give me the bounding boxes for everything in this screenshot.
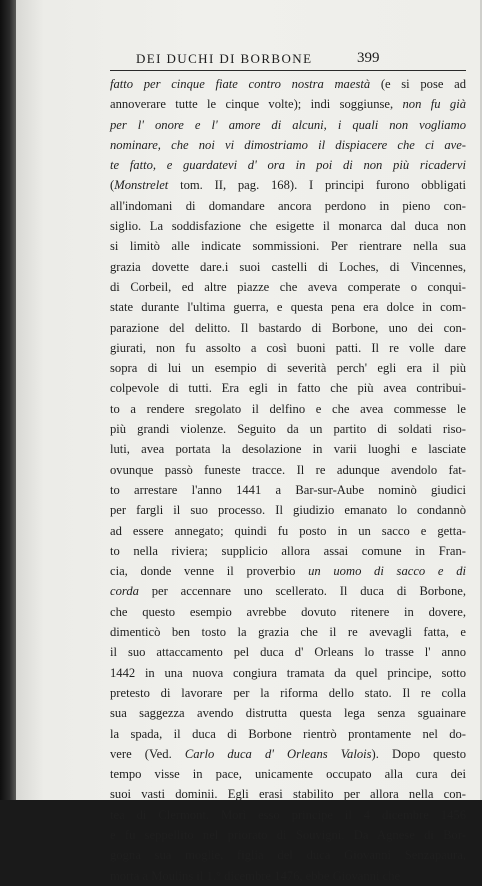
text-line — [110, 602, 466, 622]
text-line — [110, 521, 466, 541]
text-segment: ovunque passò funeste tracce. Il re adunque avendolo fat- — [110, 462, 466, 477]
text-line — [110, 845, 466, 865]
text-segment: grazia dovette dare.i suoi castelli di Loches, di Vincennes, — [110, 259, 466, 274]
text-line — [110, 196, 466, 216]
text-line — [110, 703, 466, 723]
text-segment: tea di Clermont. Morì esso principe il 4 dicembre 1456 — [110, 807, 466, 822]
text-segment: morta a Moulins il 1.° dicembre 1476, ebbe Giovanni che — [110, 868, 401, 883]
text-segment: per fargli il suo processo. Il giudizio emanato lo condannò — [110, 503, 466, 518]
text-line — [110, 460, 466, 480]
text-segment: ( — [110, 178, 115, 193]
text-segment: più grandi violenze. Seguito da un partito di soldati riso- — [110, 422, 466, 437]
book-page — [16, 0, 482, 883]
text-line — [110, 764, 466, 784]
text-segment: tempo visse in pace, unicamente occupato alla cura dei — [110, 767, 466, 782]
italic-text: per l' onore e l' amore di alcuni, i quali non vogliamo — [110, 117, 466, 132]
text-segment: che questo esempio avrebbe dovuto ritenere in dovere, — [110, 604, 466, 619]
text-segment: all'indomani di domandare ancora perdono in pieno con- — [110, 198, 466, 213]
text-segment: pretesto di lavorare per la riforma dello stato. Il re colla — [110, 685, 466, 700]
text-line — [110, 500, 466, 520]
text-segment: cia, donde venne il proverbio — [110, 564, 309, 579]
text-segment: colpevole di tutti. Era egli in fatto che più avea contribui- — [110, 381, 466, 396]
italic-text: Monstrelet — [114, 178, 169, 193]
page-number: 399 — [357, 50, 380, 66]
text-line — [110, 622, 466, 642]
text-line — [110, 216, 466, 236]
text-line — [110, 439, 466, 459]
text-segment: ad essere annegato; quindi fu posto in un sacco e getta- — [110, 523, 466, 538]
text-segment: tom. II, pag. 168). I principi furono obbligati — [168, 178, 466, 193]
italic-text: corda — [110, 584, 139, 599]
italic-text: te fatto, e guardatevi d' ora in poi di non più ricadervi — [110, 158, 466, 173]
text-segment: siglio. La soddisfazione che esigette il monarca dal duca non — [110, 219, 466, 234]
text-segment: 1442 in una nuova congiura tramata da quel principe, sotto — [110, 665, 466, 680]
text-segment: to nella riviera; supplicio allora assai comune in Fran- — [110, 543, 466, 558]
text-line — [110, 561, 466, 581]
text-line — [110, 663, 466, 683]
text-line — [110, 297, 466, 317]
text-line — [110, 642, 466, 662]
text-segment: to arrestare l'anno 1441 a Bar-sur-Aube nominò giudici — [110, 482, 466, 497]
text-line — [110, 399, 466, 419]
page-header — [16, 51, 482, 71]
text-line — [110, 541, 466, 561]
text-line — [110, 825, 466, 845]
italic-text: non fu già — [402, 97, 466, 112]
text-segment: si limitò alle indicate sommissioni. Per rientrare nella sua — [110, 239, 466, 254]
italic-text: nominare, che noi vi dimostriamo il dispiacere che ci ave- — [110, 137, 466, 152]
text-line — [110, 318, 466, 338]
text-segment: suoi vasti dominii. Egli erasi stabilito per allora nella con- — [110, 787, 466, 802]
text-line — [110, 155, 466, 175]
text-segment: parazione del delitto. Il bastardo di Borbone, uno dei con- — [110, 320, 466, 335]
scan-shadow-left — [0, 0, 16, 800]
text-segment: state durante l'ultima guerra, e questa pena era dolce in com- — [110, 300, 466, 315]
text-segment: per accennare uno scellerato. Il duca di Borbone, — [138, 584, 466, 599]
text-line — [110, 866, 466, 886]
text-segment: luti, avea portata la desolazione in varii luoghi e lasciate — [110, 442, 466, 457]
text-segment: annoverare tutte le cinque volte); indi soggiunse, — [110, 97, 403, 112]
text-line — [110, 257, 466, 277]
text-line — [110, 480, 466, 500]
italic-text: Carlo duca d' Orleans Valois — [184, 746, 372, 761]
text-line — [110, 115, 466, 135]
header-rule — [110, 70, 466, 71]
text-line — [110, 378, 466, 398]
text-segment: giurati, non fu assolto a così buoni patti. Il re volle dare — [110, 340, 466, 355]
text-line — [110, 277, 466, 297]
text-line — [110, 724, 466, 744]
text-line — [110, 581, 466, 601]
italic-text: un uomo di sacco e di — [308, 564, 466, 579]
text-segment: sopra di lui un esempio di severità perch' egli era il più — [110, 361, 466, 376]
text-line — [110, 784, 466, 804]
text-segment: e fu seppellito nel priorato di Souvigni. Da Agnese di Bor- — [110, 827, 466, 842]
text-segment: la spada, il duca di Borbone rientrò prontamente nel do- — [110, 726, 466, 741]
text-segment: gogna sua moglie, figlia del duca Giovanni Senzapaura, — [110, 848, 466, 863]
text-segment: sua saggezza avendo distrutta questa lega senza sguainare — [110, 706, 466, 721]
text-line — [110, 744, 466, 764]
text-line — [110, 338, 466, 358]
text-segment: ). Dopo questo — [371, 746, 466, 761]
text-segment: il suo attaccamento pel duca d' Orleans lo trasse l' anno — [110, 645, 466, 660]
text-line — [110, 805, 466, 825]
text-line — [110, 419, 466, 439]
text-segment: vere (Ved. — [110, 746, 185, 761]
text-line — [110, 683, 466, 703]
text-line — [110, 358, 466, 378]
italic-text: fatto per cinque fiate contro nostra maestà — [110, 77, 371, 91]
text-line — [110, 94, 466, 114]
text-line — [110, 236, 466, 256]
text-line — [110, 135, 466, 155]
running-title: DEI DUCHI DI BORBONE — [136, 51, 313, 66]
body-text — [110, 74, 470, 886]
text-segment: to a rendere sregolato il delfino e che avea commesse le — [110, 401, 466, 416]
text-line — [110, 74, 466, 94]
text-line — [110, 175, 466, 195]
text-segment: (e si pose ad — [370, 77, 466, 91]
text-segment: dimenticò ben tosto la grazia che il re avevagli fatta, e — [110, 625, 466, 640]
text-segment: di Corbeil, ed altre piazze che aveva comperate o conqui- — [110, 279, 466, 294]
